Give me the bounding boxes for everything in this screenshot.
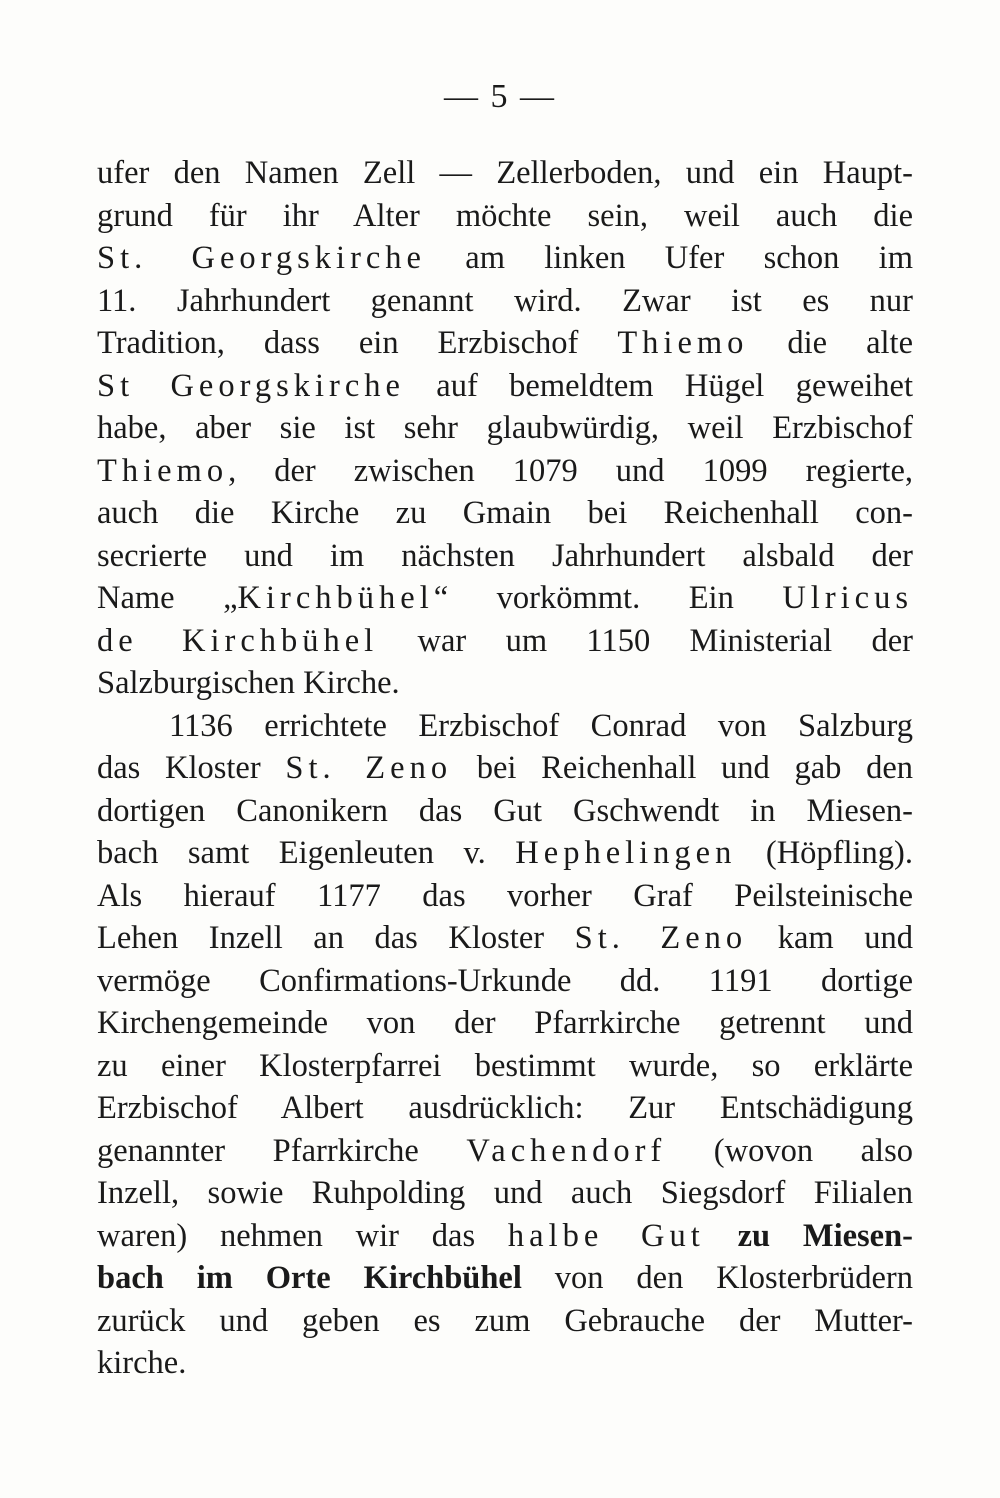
page-number: — 5 — [444, 78, 556, 115]
spaced-emphasis: Thiemo [97, 452, 229, 489]
text-line: Lehen Inzell an das Kloster St. Zeno kam und [97, 920, 913, 956]
spaced-emphasis: St. Georgskirche [97, 240, 426, 276]
text-line: das Kloster St. Zeno bei Reichenhall und gab den [97, 750, 914, 786]
spaced-emphasis: Thiemo [617, 325, 749, 361]
spaced-emphasis: de Kirchbühel [97, 622, 379, 659]
text-line: kirche. [97, 1345, 187, 1381]
text-line: Name „Kirchbühel“ vorkömmt. Ein Ulricus [97, 580, 914, 616]
text-line: bach im Orte Kirchbühel von den Klosterbrüdern [97, 1260, 913, 1296]
spaced-emphasis: Ulricus [782, 580, 914, 616]
text-line: dortigen Canonikern das Gut Gschwendt in Miesen- [97, 792, 913, 829]
text-line: vermöge Confirmations-Urkunde dd. 1191 dortige [97, 962, 913, 999]
text-line: grund für ihr Alter möchte sein, weil auch die [97, 197, 913, 234]
text-line: 11. Jahrhundert genannt wird. Zwar ist es nur [97, 282, 913, 319]
text-line: Thiemo, der zwischen 1079 und 1099 regierte, [97, 452, 913, 489]
spaced-emphasis: Kirchbühel [237, 580, 434, 616]
text-line: ufer den Namen Zell — Zellerboden, und ein Haupt- [97, 155, 913, 191]
text-line: 1136 errichtete Erzbischof Conrad von Salzburg [169, 707, 913, 744]
text-line: bach samt Eigenleuten v. Hephelingen (Höpfling). [97, 835, 914, 871]
spaced-emphasis: St. Zeno [574, 920, 748, 956]
text-line: habe, aber sie ist sehr glaubwürdig, weil Erzbischof [97, 410, 913, 446]
spaced-emphasis: St. Zeno [285, 750, 453, 786]
text-line: Tradition, dass ein Erzbischof Thiemo die alte [97, 325, 913, 361]
text-line: de Kirchbühel war um 1150 Ministerial der [97, 622, 913, 659]
spaced-emphasis: halbe Gut [507, 1217, 705, 1254]
text-line: auch die Kirche zu Gmain bei Reichenhall con- [97, 495, 913, 531]
spaced-emphasis: Vachendorf [466, 1132, 667, 1169]
text-line: St Georgskirche auf bemeldtem Hügel geweihet [97, 367, 913, 404]
text-line: Salzburgischen Kirche. [97, 665, 400, 701]
text-line: Inzell, sowie Ruhpolding und auch Siegsdorf Filialen [97, 1175, 913, 1211]
text-line: St. Georgskirche am linken Ufer schon im [97, 240, 913, 276]
text-line: waren) nehmen wir das halbe Gut zu Miesen- [97, 1217, 913, 1254]
text-line: Als hierauf 1177 das vorher Graf Peilsteinische [97, 877, 913, 914]
body-text [97, 152, 913, 1385]
text-line: Kirchengemeinde von der Pfarrkirche getrennt und [97, 1005, 913, 1041]
text-line: zurück und geben es zum Gebrauche der Mutter- [97, 1302, 913, 1339]
spaced-emphasis: Hephelingen [515, 835, 737, 871]
text-line: zu einer Klosterpfarrei bestimmt wurde, so erklärte [97, 1047, 913, 1084]
bold-emphasis: bach im Orte Kirchbühel [97, 1260, 522, 1296]
spaced-emphasis: St Georgskirche [97, 367, 405, 404]
text-line: secrierte und im nächsten Jahrhundert alsbald der [97, 537, 913, 574]
text-line: Erzbischof Albert ausdrücklich: Zur Entschädigung [97, 1090, 913, 1126]
text-line: genannter Pfarrkirche Vachendorf (wovon also [97, 1132, 913, 1169]
bold-emphasis: zu Miesen- [737, 1217, 913, 1254]
